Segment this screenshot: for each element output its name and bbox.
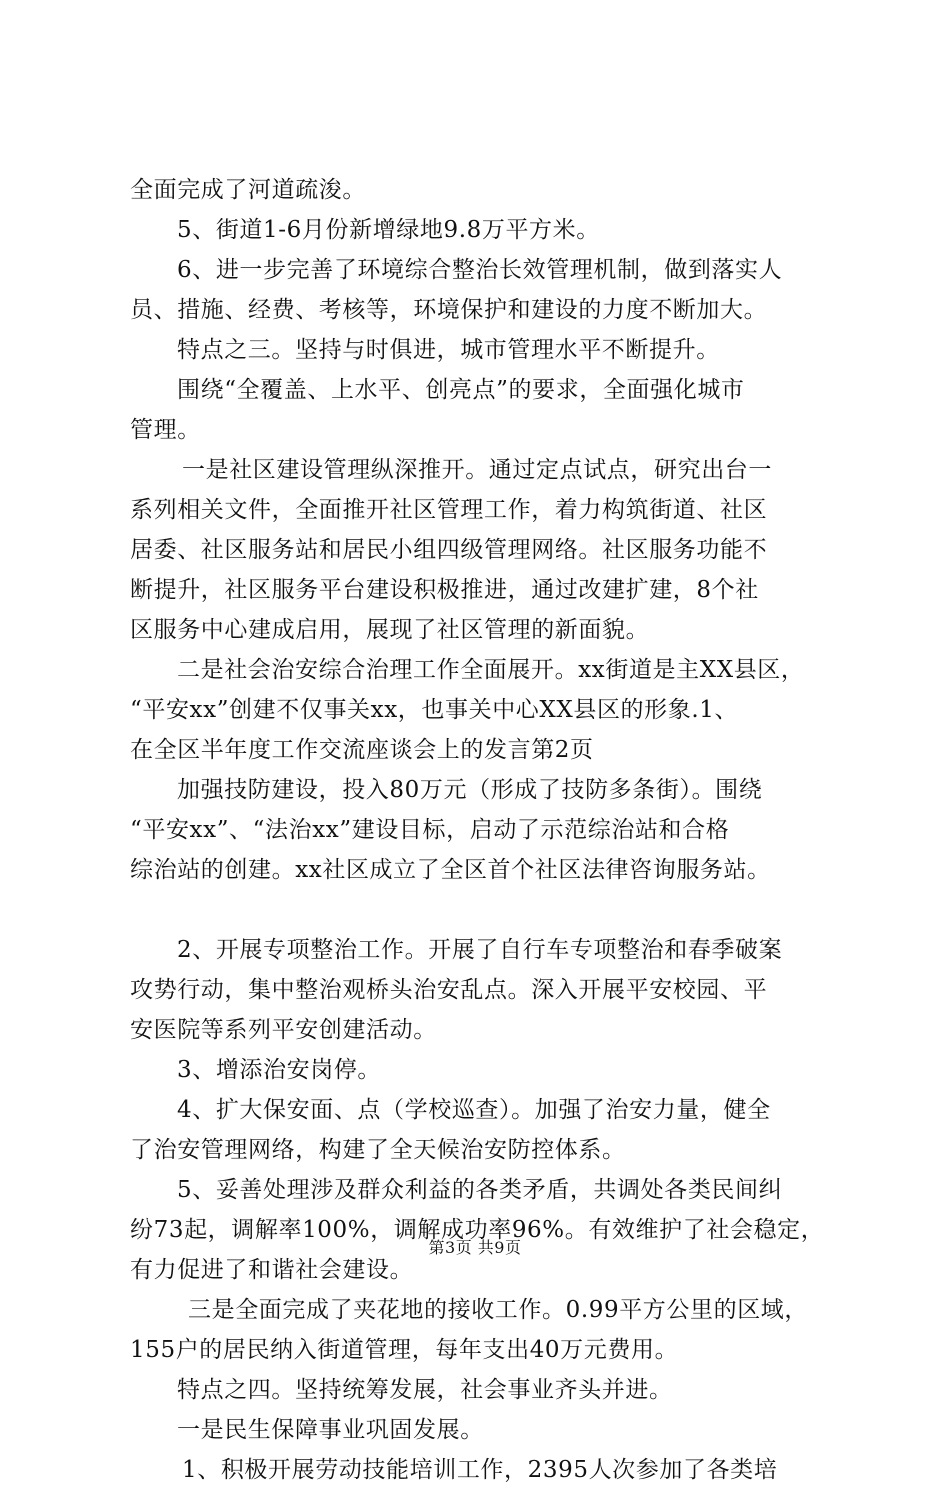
text-line: 5、街道1-6月份新增绿地9.8万平方米。 xyxy=(177,217,600,243)
text-line: 攻势行动，集中整治观桥头治安乱点。深入开展平安校园、平 xyxy=(130,977,768,1003)
text-line: 一是社区建设管理纵深推开。通过定点试点，研究出台一 xyxy=(182,457,772,483)
text-line: “平安xx”、“法治xx”建设目标，启动了示范综治站和合格 xyxy=(130,817,730,843)
text-line: 5、妥善处理涉及群众利益的各类矛盾，共调处各类民间纠 xyxy=(177,1177,783,1203)
text-line: 特点之三。坚持与时俱进，城市管理水平不断提升。 xyxy=(177,337,720,363)
text-line: 4、扩大保安面、点（学校巡查）。加强了治安力量，健全 xyxy=(177,1097,771,1123)
text-line: 2、开展专项整治工作。开展了自行车专项整治和春季破案 xyxy=(177,937,783,963)
text-line: 特点之四。坚持统筹发展，社会事业齐头并进。 xyxy=(177,1377,673,1403)
text-line: 了治安管理网络，构建了全天候治安防控体系。 xyxy=(130,1137,626,1163)
document-body xyxy=(130,170,835,1490)
text-line: 纷73起，调解率100%，调解成功率96%。有效维护了社会稳定， xyxy=(130,1217,825,1243)
text-line: 在全区半年度工作交流座谈会上的发言第2页 xyxy=(130,737,594,763)
text-line: 员、措施、经费、考核等，环境保护和建设的力度不断加大。 xyxy=(130,297,768,323)
text-line: 有力促进了和谐社会建设。 xyxy=(130,1257,414,1283)
text-line: 二是社会治安综合治理工作全面展开。xx街道是主XX县区， xyxy=(177,657,805,683)
text-line: 管理。 xyxy=(130,417,201,443)
text-line: 加强技防建设，投入80万元（形成了技防多条街）。围绕 xyxy=(177,777,763,803)
text-line: 系列相关文件，全面推开社区管理工作，着力构筑街道、社区 xyxy=(130,497,768,523)
text-line: 围绕“全覆盖、上水平、创亮点”的要求，全面强化城市 xyxy=(177,377,745,403)
page-footer: 第3页 共9页 xyxy=(428,1238,522,1257)
text-line: 一是民生保障事业巩固发展。 xyxy=(177,1417,484,1443)
text-line: 6、进一步完善了环境综合整治长效管理机制，做到落实人 xyxy=(177,257,783,283)
text-line: 全面完成了河道疏浚。 xyxy=(130,177,366,203)
text-line: 安医院等系列平安创建活动。 xyxy=(130,1017,437,1043)
paragraph-gap xyxy=(130,890,835,930)
text-line: 3、增添治安岗停。 xyxy=(177,1057,382,1083)
text-line: 三是全面完成了夹花地的接收工作。0.99平方公里的区域， xyxy=(188,1297,809,1323)
text-line: 综治站的创建。xx社区成立了全区首个社区法律咨询服务站。 xyxy=(130,857,771,883)
text-line: “平安xx”创建不仅事关xx，也事关中心XX县区的形象.1、 xyxy=(130,697,739,723)
text-line: 155户的居民纳入街道管理，每年支出40万元费用。 xyxy=(130,1337,679,1363)
text-line: 居委、社区服务站和居民小组四级管理网络。社区服务功能不 xyxy=(130,537,768,563)
text-line: 区服务中心建成启用，展现了社区管理的新面貌。 xyxy=(130,617,650,643)
text-line: 1、积极开展劳动技能培训工作，2395人次参加了各类培 xyxy=(182,1457,778,1483)
text-line: 断提升，社区服务平台建设积极推进，通过改建扩建，8个社 xyxy=(130,577,759,603)
